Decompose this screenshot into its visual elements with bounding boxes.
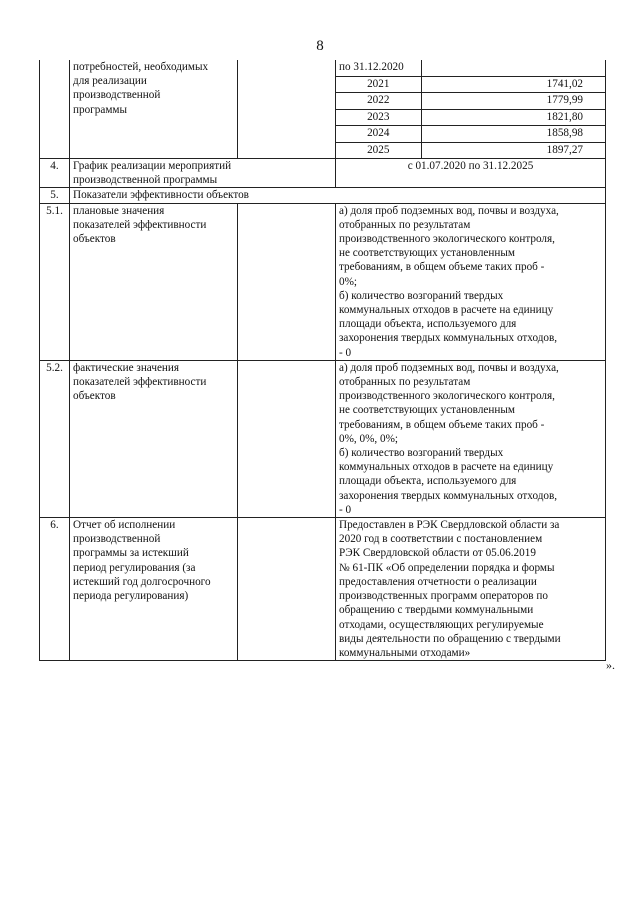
report-label-line: период регулирования (за <box>73 561 196 574</box>
report-value-line: виды деятельности по обращению с твердыми <box>339 632 561 645</box>
table-row-indicators <box>40 188 606 203</box>
needs-label-line: для реализации <box>73 75 147 88</box>
planned-value-line: 0%; <box>339 275 358 288</box>
period-header-empty <box>421 60 605 76</box>
year-row <box>336 93 605 110</box>
actual-empty-cell <box>238 360 336 517</box>
yearly-values-table <box>336 60 605 158</box>
actual-value-line: производственного экологического контроля, <box>339 390 555 403</box>
actual-value-line: площади объекта, используемого для <box>339 475 517 488</box>
value-cell: 1821,80 <box>421 109 605 126</box>
report-value-line: отходами, осуществляющих регулируемые <box>339 618 544 631</box>
page-number: 8 <box>316 38 324 54</box>
report-value-line: 2020 год в соответствии с постановлением <box>339 533 543 546</box>
actual-label <box>70 360 238 517</box>
report-value-line: коммунальными отходами» <box>339 646 471 659</box>
actual-value-line: требованиям, в общем объеме таких проб - <box>339 418 545 431</box>
table-row-needs <box>40 60 606 159</box>
report-label-line: производственной <box>73 533 161 546</box>
planned-label-line: показателей эффективности <box>73 218 207 231</box>
actual-value-line: 0%, 0%, 0%; <box>339 432 399 445</box>
needs-empty-cell <box>238 60 336 159</box>
row-number: 6. <box>40 518 70 661</box>
planned-value-line: - 0 <box>339 346 352 359</box>
report-label-line: программы за истекший <box>73 547 189 560</box>
planned-value-line: требованиям, в общем объеме таких проб - <box>339 261 545 274</box>
report-value <box>336 518 606 661</box>
planned-label-line: объектов <box>73 233 116 246</box>
actual-value-line: не соответствующих установленным <box>339 404 515 417</box>
report-value-line: предоставления отчетности о реализации <box>339 575 537 588</box>
table-row-report <box>40 518 606 661</box>
year-cell: 2022 <box>336 93 421 110</box>
planned-value-line: отобранных по результатам <box>339 218 471 231</box>
year-cell: 2023 <box>336 109 421 126</box>
row-number: 4. <box>40 159 70 188</box>
actual-value-line: а) доля проб подземных вод, почвы и воздуха, <box>339 361 559 374</box>
report-label-line: Отчет об исполнении <box>73 519 176 532</box>
schedule-label-line: График реализации мероприятий <box>73 160 232 172</box>
schedule-label-line: производственной программы <box>73 174 218 187</box>
planned-value-line: захоронения твердых коммунальных отходов, <box>339 332 558 345</box>
actual-value-line: захоронения твердых коммунальных отходов, <box>339 489 558 502</box>
actual-value-line: коммунальных отходов в расчете на единицу <box>339 461 554 474</box>
actual-label-line: показателей эффективности <box>73 376 207 389</box>
schedule-label <box>70 159 336 188</box>
year-cell: 2021 <box>336 76 421 93</box>
row-number: 5. <box>40 188 70 203</box>
needs-values-cell <box>336 60 606 159</box>
planned-empty-cell <box>238 203 336 360</box>
report-label-line: периода регулирования) <box>73 590 189 603</box>
planned-value-line: б) количество возгораний твердых <box>339 289 504 302</box>
actual-value <box>336 360 606 517</box>
value-cell: 1741,02 <box>421 76 605 93</box>
closing-quote-mark: ». <box>606 658 615 672</box>
planned-value-line: производственного экологического контроля, <box>339 233 555 246</box>
needs-label <box>70 60 238 159</box>
report-value-line: РЭК Свердловской области от 05.06.2019 <box>339 547 536 560</box>
needs-label-line: потребностей, необходимых <box>73 61 209 73</box>
row-number: 5.2. <box>40 360 70 517</box>
planned-label <box>70 203 238 360</box>
planned-value-line: а) доля проб подземных вод, почвы и воздуха, <box>339 204 559 217</box>
schedule-value: с 01.07.2020 по 31.12.2025 <box>336 159 606 188</box>
row-number: 5.1. <box>40 203 70 360</box>
actual-label-line: объектов <box>73 390 116 403</box>
table-row-planned <box>40 203 606 360</box>
year-row <box>336 109 605 126</box>
period-header: по 31.12.2020 <box>336 60 421 76</box>
table-row-schedule <box>40 159 606 188</box>
report-label <box>70 518 238 661</box>
year-cell: 2024 <box>336 126 421 143</box>
planned-value-line: не соответствующих установленным <box>339 247 515 260</box>
report-value-line: Предоставлен в РЭК Свердловской области за <box>339 519 560 532</box>
indicators-label: Показатели эффективности объектов <box>70 188 606 203</box>
report-value-line: обращению с твердыми коммунальными <box>339 604 534 617</box>
row-number-empty <box>40 60 70 159</box>
planned-label-line: плановые значения <box>73 204 165 217</box>
value-cell: 1858,98 <box>421 126 605 143</box>
year-row <box>336 60 605 76</box>
planned-value-line: коммунальных отходов в расчете на единицу <box>339 304 554 317</box>
value-cell: 1897,27 <box>421 142 605 158</box>
year-row <box>336 126 605 143</box>
needs-label-line: программы <box>73 103 127 116</box>
table-row-actual <box>40 360 606 517</box>
actual-value-line: б) количество возгораний твердых <box>339 447 504 460</box>
year-row <box>336 142 605 158</box>
year-cell: 2025 <box>336 142 421 158</box>
value-cell: 1779,99 <box>421 93 605 110</box>
actual-label-line: фактические значения <box>73 361 180 374</box>
actual-value-line: - 0 <box>339 503 352 516</box>
report-value-line: производственных программ операторов по <box>339 590 548 603</box>
planned-value <box>336 203 606 360</box>
planned-value-line: площади объекта, используемого для <box>339 318 517 331</box>
report-empty-cell <box>238 518 336 661</box>
program-table <box>39 60 606 661</box>
year-row <box>336 76 605 93</box>
actual-value-line: отобранных по результатам <box>339 376 471 389</box>
report-value-line: № 61-ПК «Об определении порядка и формы <box>339 561 555 574</box>
report-label-line: истекший год долгосрочного <box>73 575 211 588</box>
needs-label-line: производственной <box>73 89 161 102</box>
